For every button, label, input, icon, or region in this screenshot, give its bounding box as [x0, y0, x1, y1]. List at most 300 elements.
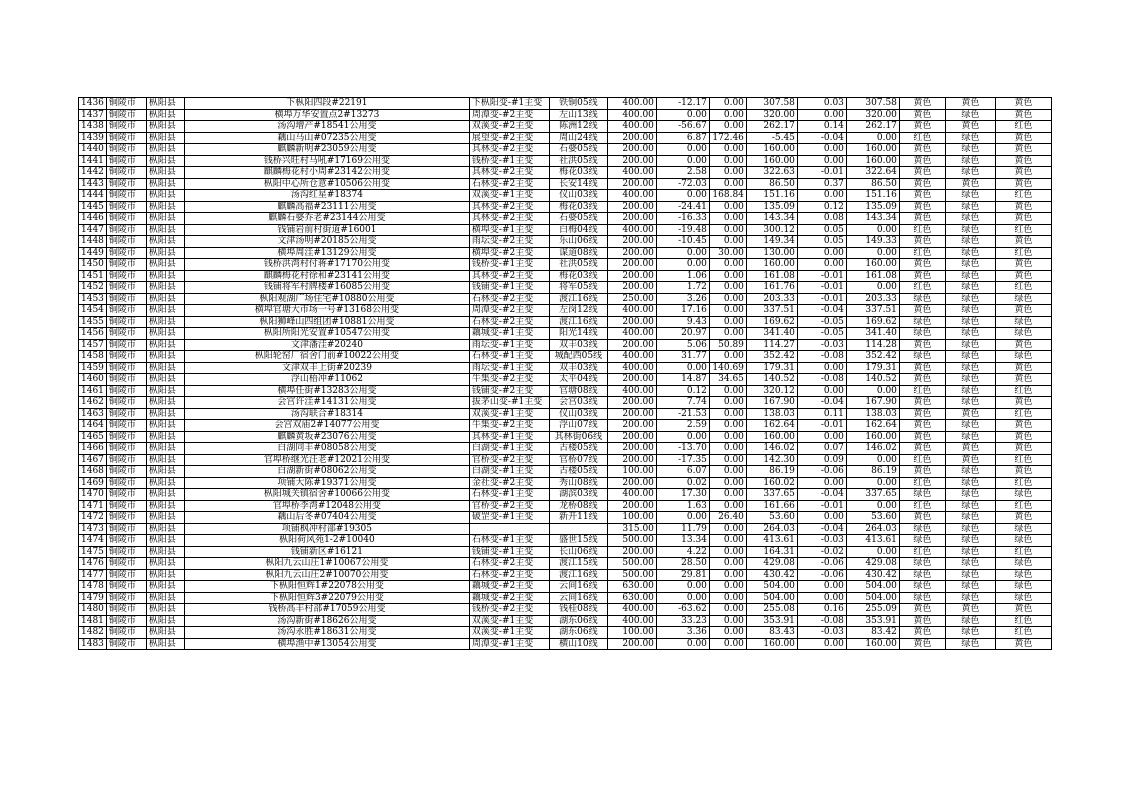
- cell-substation: 展望变-#2主变: [469, 132, 549, 144]
- cell-factor: 0.09: [797, 454, 846, 466]
- cell-color-3: 红色: [995, 282, 1051, 294]
- cell-city: 铜陵市: [106, 604, 146, 616]
- table-row: [79, 144, 1052, 156]
- cell-line: 石婆05线: [549, 213, 607, 225]
- cell-city: 铜陵市: [106, 178, 146, 190]
- cell-substation: 钱铺变-#2主变: [469, 385, 549, 397]
- cell-load: 504.00: [846, 581, 899, 593]
- cell-city: 铜陵市: [106, 512, 146, 524]
- cell-reactive: 0.00: [709, 535, 746, 547]
- cell-line: 阳光14线: [549, 328, 607, 340]
- cell-factor: -0.04: [797, 397, 846, 409]
- cell-line: 陈洲12线: [549, 121, 607, 133]
- cell-active: 14.87: [656, 374, 709, 386]
- cell-load: 264.03: [846, 523, 899, 535]
- cell-index: 1447: [79, 224, 107, 236]
- cell-index: 1478: [79, 581, 107, 593]
- cell-load: 353.91: [846, 615, 899, 627]
- cell-county: 枞阳县: [146, 132, 184, 144]
- cell-station-name: 麒麟新明#23059公用变: [184, 144, 469, 156]
- cell-factor: -0.05: [797, 328, 846, 340]
- cell-load: 0.00: [846, 224, 899, 236]
- cell-apparent: 151.16: [746, 190, 797, 202]
- cell-reactive: 0.00: [709, 178, 746, 190]
- cell-reactive: 0.00: [709, 259, 746, 271]
- cell-capacity: 400.00: [607, 109, 656, 121]
- cell-capacity: 400.00: [607, 615, 656, 627]
- cell-index: 1473: [79, 523, 107, 535]
- cell-station-name: 下枞阳恒辉3#22079公用变: [184, 592, 469, 604]
- cell-county: 枞阳县: [146, 339, 184, 351]
- cell-load: 143.34: [846, 213, 899, 225]
- cell-substation: 周潭变-#2主变: [469, 109, 549, 121]
- cell-load: 114.28: [846, 339, 899, 351]
- cell-color-3: 黄色: [995, 374, 1051, 386]
- cell-color-3: 黄色: [995, 305, 1051, 317]
- cell-city: 铜陵市: [106, 328, 146, 340]
- cell-color-3: 红色: [995, 385, 1051, 397]
- cell-factor: 0.00: [797, 638, 846, 650]
- cell-active: -56.67: [656, 121, 709, 133]
- cell-load: 337.51: [846, 305, 899, 317]
- cell-color-1: 黄色: [899, 109, 945, 121]
- cell-load: 255.09: [846, 604, 899, 616]
- cell-load: 352.42: [846, 351, 899, 363]
- cell-color-2: 绿色: [945, 201, 995, 213]
- cell-reactive: 172.46: [709, 132, 746, 144]
- cell-apparent: 138.03: [746, 408, 797, 420]
- cell-index: 1456: [79, 328, 107, 340]
- cell-index: 1481: [79, 615, 107, 627]
- cell-reactive: 0.00: [709, 236, 746, 248]
- cell-line: 云间16线: [549, 581, 607, 593]
- cell-line: 湖东06线: [549, 627, 607, 639]
- cell-color-1: 绿色: [899, 351, 945, 363]
- cell-color-3: 黄色: [995, 431, 1051, 443]
- cell-load: 0.00: [846, 546, 899, 558]
- cell-color-2: 绿色: [945, 213, 995, 225]
- cell-apparent: 160.00: [746, 144, 797, 156]
- cell-load: 337.65: [846, 489, 899, 501]
- table-row: [79, 374, 1052, 386]
- cell-county: 枞阳县: [146, 316, 184, 328]
- cell-apparent: 83.43: [746, 627, 797, 639]
- cell-apparent: 162.64: [746, 420, 797, 432]
- cell-substation: 雨坛变-#2主变: [469, 236, 549, 248]
- cell-factor: -0.06: [797, 466, 846, 478]
- cell-county: 枞阳县: [146, 638, 184, 650]
- cell-factor: -0.01: [797, 293, 846, 305]
- cell-county: 枞阳县: [146, 155, 184, 167]
- cell-active: 0.00: [656, 247, 709, 259]
- cell-apparent: 337.65: [746, 489, 797, 501]
- cell-line: 社洪05线: [549, 259, 607, 271]
- cell-city: 铜陵市: [106, 558, 146, 570]
- cell-color-2: 黄色: [945, 604, 995, 616]
- cell-reactive: 0.00: [709, 431, 746, 443]
- cell-substation: 石林变-#2主变: [469, 316, 549, 328]
- cell-capacity: 200.00: [607, 443, 656, 455]
- cell-color-3: 绿色: [995, 328, 1051, 340]
- cell-substation: 双溪变-#1主变: [469, 408, 549, 420]
- cell-apparent: 86.50: [746, 178, 797, 190]
- table-row: [79, 259, 1052, 271]
- cell-load: 149.33: [846, 236, 899, 248]
- table-row: [79, 477, 1052, 489]
- table-row: [79, 420, 1052, 432]
- cell-color-1: 黄色: [899, 443, 945, 455]
- cell-line: 钱桂08线: [549, 604, 607, 616]
- cell-substation: 石林变-#1主变: [469, 351, 549, 363]
- cell-color-3: 黄色: [995, 270, 1051, 282]
- cell-color-2: 绿色: [945, 615, 995, 627]
- cell-color-3: 红色: [995, 477, 1051, 489]
- cell-substation: 钱铺变-#1主变: [469, 546, 549, 558]
- table-row: [79, 155, 1052, 167]
- cell-apparent: 143.34: [746, 213, 797, 225]
- cell-capacity: 400.00: [607, 328, 656, 340]
- cell-color-1: 绿色: [899, 293, 945, 305]
- cell-capacity: 100.00: [607, 627, 656, 639]
- cell-index: 1464: [79, 420, 107, 432]
- cell-station-name: 枞阳所阳光安置#10547公用变: [184, 328, 469, 340]
- cell-color-2: 黄色: [945, 178, 995, 190]
- cell-reactive: 0.00: [709, 558, 746, 570]
- cell-index: 1460: [79, 374, 107, 386]
- cell-reactive: 0.00: [709, 500, 746, 512]
- cell-county: 枞阳县: [146, 397, 184, 409]
- cell-color-3: 黄色: [995, 638, 1051, 650]
- cell-index: 1479: [79, 592, 107, 604]
- cell-index: 1474: [79, 535, 107, 547]
- cell-city: 铜陵市: [106, 477, 146, 489]
- cell-county: 枞阳县: [146, 535, 184, 547]
- cell-reactive: 0.00: [709, 569, 746, 581]
- cell-reactive: 0.00: [709, 213, 746, 225]
- cell-line: 周山24线: [549, 132, 607, 144]
- cell-load: 169.62: [846, 316, 899, 328]
- cell-color-2: 黄色: [945, 454, 995, 466]
- cell-capacity: 200.00: [607, 270, 656, 282]
- cell-index: 1475: [79, 546, 107, 558]
- cell-station-name: 白湖新街#08062公用变: [184, 466, 469, 478]
- table-row: [79, 236, 1052, 248]
- cell-factor: -0.01: [797, 270, 846, 282]
- cell-line: 仪山03线: [549, 408, 607, 420]
- cell-factor: -0.08: [797, 615, 846, 627]
- table-row: [79, 305, 1052, 317]
- cell-reactive: 0.00: [709, 523, 746, 535]
- cell-apparent: 337.51: [746, 305, 797, 317]
- cell-load: 151.16: [846, 190, 899, 202]
- cell-load: 203.33: [846, 293, 899, 305]
- cell-index: 1440: [79, 144, 107, 156]
- cell-line: 龙桥08线: [549, 500, 607, 512]
- cell-reactive: 0.00: [709, 282, 746, 294]
- cell-city: 铜陵市: [106, 351, 146, 363]
- cell-color-3: 红色: [995, 546, 1051, 558]
- table-row: [79, 523, 1052, 535]
- cell-reactive: 0.00: [709, 581, 746, 593]
- cell-factor: -0.01: [797, 282, 846, 294]
- cell-capacity: 400.00: [607, 224, 656, 236]
- cell-color-3: 绿色: [995, 293, 1051, 305]
- cell-county: 枞阳县: [146, 236, 184, 248]
- cell-reactive: 0.00: [709, 201, 746, 213]
- cell-color-3: 绿色: [995, 558, 1051, 570]
- cell-station-name: 文津潘洼#20240: [184, 339, 469, 351]
- cell-color-3: 红色: [995, 190, 1051, 202]
- table-row: [79, 581, 1052, 593]
- cell-station-name: 藕山后冬#07404公用变: [184, 512, 469, 524]
- cell-reactive: 0.00: [709, 397, 746, 409]
- cell-county: 枞阳县: [146, 454, 184, 466]
- cell-substation: 金社变-#2主变: [469, 477, 549, 489]
- cell-apparent: 320.12: [746, 385, 797, 397]
- cell-color-3: 黄色: [995, 201, 1051, 213]
- cell-substation: 双溪变-#1主变: [469, 627, 549, 639]
- cell-index: 1449: [79, 247, 107, 259]
- cell-reactive: 0.00: [709, 489, 746, 501]
- cell-reactive: 0.00: [709, 638, 746, 650]
- cell-capacity: 400.00: [607, 385, 656, 397]
- cell-load: 0.00: [846, 385, 899, 397]
- cell-color-3: 黄色: [995, 132, 1051, 144]
- cell-capacity: 630.00: [607, 592, 656, 604]
- cell-color-1: 绿色: [899, 569, 945, 581]
- cell-color-2: 绿色: [945, 282, 995, 294]
- cell-county: 枞阳县: [146, 109, 184, 121]
- cell-apparent: 160.00: [746, 259, 797, 271]
- cell-apparent: 161.08: [746, 270, 797, 282]
- cell-capacity: 200.00: [607, 259, 656, 271]
- cell-substation: 石林变-#1主变: [469, 535, 549, 547]
- cell-county: 枞阳县: [146, 144, 184, 156]
- cell-factor: -0.01: [797, 500, 846, 512]
- cell-apparent: 262.17: [746, 121, 797, 133]
- cell-color-1: 黄色: [899, 420, 945, 432]
- cell-capacity: 400.00: [607, 489, 656, 501]
- cell-color-1: 黄色: [899, 339, 945, 351]
- cell-factor: -0.01: [797, 167, 846, 179]
- cell-active: 6.07: [656, 466, 709, 478]
- cell-capacity: 400.00: [607, 351, 656, 363]
- cell-apparent: 203.33: [746, 293, 797, 305]
- cell-active: 0.00: [656, 512, 709, 524]
- cell-color-1: 黄色: [899, 201, 945, 213]
- cell-capacity: 200.00: [607, 247, 656, 259]
- cell-index: 1471: [79, 500, 107, 512]
- cell-station-name: 钱桥洪湾村付蒋#17170公用变: [184, 259, 469, 271]
- cell-county: 枞阳县: [146, 569, 184, 581]
- cell-apparent: 114.27: [746, 339, 797, 351]
- cell-color-3: 黄色: [995, 155, 1051, 167]
- cell-reactive: 0.00: [709, 305, 746, 317]
- cell-factor: 0.00: [797, 109, 846, 121]
- cell-color-1: 黄色: [899, 213, 945, 225]
- table-row: [79, 408, 1052, 420]
- cell-city: 铜陵市: [106, 155, 146, 167]
- cell-load: 322.64: [846, 167, 899, 179]
- cell-color-1: 黄色: [899, 374, 945, 386]
- cell-index: 1467: [79, 454, 107, 466]
- cell-factor: 0.05: [797, 236, 846, 248]
- cell-factor: 0.05: [797, 224, 846, 236]
- cell-color-1: 黄色: [899, 362, 945, 374]
- cell-substation: 周潭变-#1主变: [469, 638, 549, 650]
- cell-apparent: 255.08: [746, 604, 797, 616]
- cell-line: 石婆05线: [549, 144, 607, 156]
- cell-capacity: 200.00: [607, 144, 656, 156]
- table-row: [79, 466, 1052, 478]
- cell-county: 枞阳县: [146, 489, 184, 501]
- cell-color-2: 绿色: [945, 592, 995, 604]
- cell-capacity: 400.00: [607, 362, 656, 374]
- cell-reactive: 0.00: [709, 385, 746, 397]
- cell-color-2: 黄色: [945, 408, 995, 420]
- cell-city: 铜陵市: [106, 397, 146, 409]
- cell-load: 162.64: [846, 420, 899, 432]
- cell-substation: 钱桥变-#1主变: [469, 259, 549, 271]
- cell-line: 城配西05线: [549, 351, 607, 363]
- cell-color-1: 黄色: [899, 155, 945, 167]
- cell-line: 横山10线: [549, 638, 607, 650]
- cell-substation: 牛集变-#2主变: [469, 420, 549, 432]
- cell-color-3: 黄色: [995, 604, 1051, 616]
- cell-reactive: 0.00: [709, 144, 746, 156]
- cell-color-2: 绿色: [945, 236, 995, 248]
- cell-station-name: 麒麟黄坂#23076公用变: [184, 431, 469, 443]
- cell-color-3: 黄色: [995, 98, 1051, 110]
- cell-color-3: 红色: [995, 454, 1051, 466]
- cell-color-1: 黄色: [899, 638, 945, 650]
- table-row: [79, 385, 1052, 397]
- cell-station-name: 枞阳轮窑厂宿舍门前#10022公用变: [184, 351, 469, 363]
- cell-apparent: 300.12: [746, 224, 797, 236]
- cell-color-2: 绿色: [945, 293, 995, 305]
- cell-apparent: 341.40: [746, 328, 797, 340]
- cell-station-name: 麒麟梅花村徐和#23141公用变: [184, 270, 469, 282]
- cell-substation: 石林变-#2主变: [469, 178, 549, 190]
- cell-color-1: 黄色: [899, 270, 945, 282]
- cell-station-name: 枞阳九云山庄2#10070公用变: [184, 569, 469, 581]
- cell-city: 铜陵市: [106, 121, 146, 133]
- cell-color-3: 绿色: [995, 592, 1051, 604]
- cell-color-2: 绿色: [945, 627, 995, 639]
- cell-station-name: 枞阳城关镇宿舍#10066公用变: [184, 489, 469, 501]
- cell-city: 铜陵市: [106, 535, 146, 547]
- cell-color-2: 绿色: [945, 546, 995, 558]
- cell-line: 梅花03线: [549, 167, 607, 179]
- cell-city: 铜陵市: [106, 224, 146, 236]
- cell-substation: 破罡变-#1主变: [469, 512, 549, 524]
- cell-capacity: 400.00: [607, 121, 656, 133]
- cell-station-name: 枞阳中心所仓意#10506公用变: [184, 178, 469, 190]
- cell-city: 铜陵市: [106, 270, 146, 282]
- cell-index: 1454: [79, 305, 107, 317]
- cell-color-2: 绿色: [945, 558, 995, 570]
- cell-station-name: 汤沟红星#18374: [184, 190, 469, 202]
- cell-city: 铜陵市: [106, 362, 146, 374]
- cell-color-3: 黄色: [995, 512, 1051, 524]
- cell-load: 320.00: [846, 109, 899, 121]
- cell-station-name: 钱铺新区#16121: [184, 546, 469, 558]
- cell-color-2: 绿色: [945, 535, 995, 547]
- cell-color-3: 红色: [995, 247, 1051, 259]
- cell-apparent: 53.60: [746, 512, 797, 524]
- cell-factor: 0.11: [797, 408, 846, 420]
- cell-capacity: 200.00: [607, 500, 656, 512]
- cell-county: 枞阳县: [146, 328, 184, 340]
- cell-active: -13.70: [656, 443, 709, 455]
- cell-county: 枞阳县: [146, 293, 184, 305]
- cell-city: 铜陵市: [106, 627, 146, 639]
- cell-city: 铜陵市: [106, 408, 146, 420]
- cell-color-1: 绿色: [899, 523, 945, 535]
- cell-color-1: 红色: [899, 477, 945, 489]
- cell-color-3: 红色: [995, 121, 1051, 133]
- cell-county: 枞阳县: [146, 201, 184, 213]
- cell-color-1: 红色: [899, 282, 945, 294]
- cell-substation: 藕城变-#2主变: [469, 592, 549, 604]
- cell-line: 古楼05线: [549, 466, 607, 478]
- cell-substation: 其林变-#2主变: [469, 201, 549, 213]
- cell-reactive: 0.00: [709, 155, 746, 167]
- cell-load: 86.50: [846, 178, 899, 190]
- cell-color-1: 黄色: [899, 121, 945, 133]
- cell-active: 3.26: [656, 293, 709, 305]
- cell-station-name: 钱桥高丰村部#17059公用变: [184, 604, 469, 616]
- cell-capacity: 200.00: [607, 236, 656, 248]
- cell-line: 渡江16线: [549, 316, 607, 328]
- cell-apparent: 169.62: [746, 316, 797, 328]
- cell-line: 渡江15线: [549, 558, 607, 570]
- cell-station-name: 麒麟梅花村小周#23142公用变: [184, 167, 469, 179]
- table-row: [79, 500, 1052, 512]
- cell-reactive: 0.00: [709, 443, 746, 455]
- cell-apparent: 352.42: [746, 351, 797, 363]
- cell-apparent: 146.02: [746, 443, 797, 455]
- cell-active: 0.00: [656, 144, 709, 156]
- cell-station-name: 横埠任街#13283公用变: [184, 385, 469, 397]
- cell-color-3: 黄色: [995, 339, 1051, 351]
- cell-line: 仪山03线: [549, 190, 607, 202]
- cell-active: 9.43: [656, 316, 709, 328]
- cell-color-1: 黄色: [899, 397, 945, 409]
- cell-color-3: 黄色: [995, 362, 1051, 374]
- cell-reactive: 168.84: [709, 190, 746, 202]
- cell-substation: 石林变-#2主变: [469, 293, 549, 305]
- cell-color-3: 绿色: [995, 535, 1051, 547]
- cell-color-2: 绿色: [945, 224, 995, 236]
- cell-capacity: 630.00: [607, 581, 656, 593]
- cell-county: 枞阳县: [146, 121, 184, 133]
- cell-station-name: 横埠周洼#13129公用变: [184, 247, 469, 259]
- cell-capacity: 500.00: [607, 535, 656, 547]
- cell-substation: 白湖变-#1主变: [469, 443, 549, 455]
- cell-index: 1463: [79, 408, 107, 420]
- cell-index: 1438: [79, 121, 107, 133]
- cell-line: 白梅04线: [549, 224, 607, 236]
- cell-city: 铜陵市: [106, 638, 146, 650]
- cell-factor: 0.00: [797, 190, 846, 202]
- cell-factor: 0.00: [797, 431, 846, 443]
- cell-index: 1450: [79, 259, 107, 271]
- table-row: [79, 431, 1052, 443]
- cell-factor: 0.00: [797, 362, 846, 374]
- cell-substation: 官桥变-#2主变: [469, 454, 549, 466]
- cell-color-1: 绿色: [899, 328, 945, 340]
